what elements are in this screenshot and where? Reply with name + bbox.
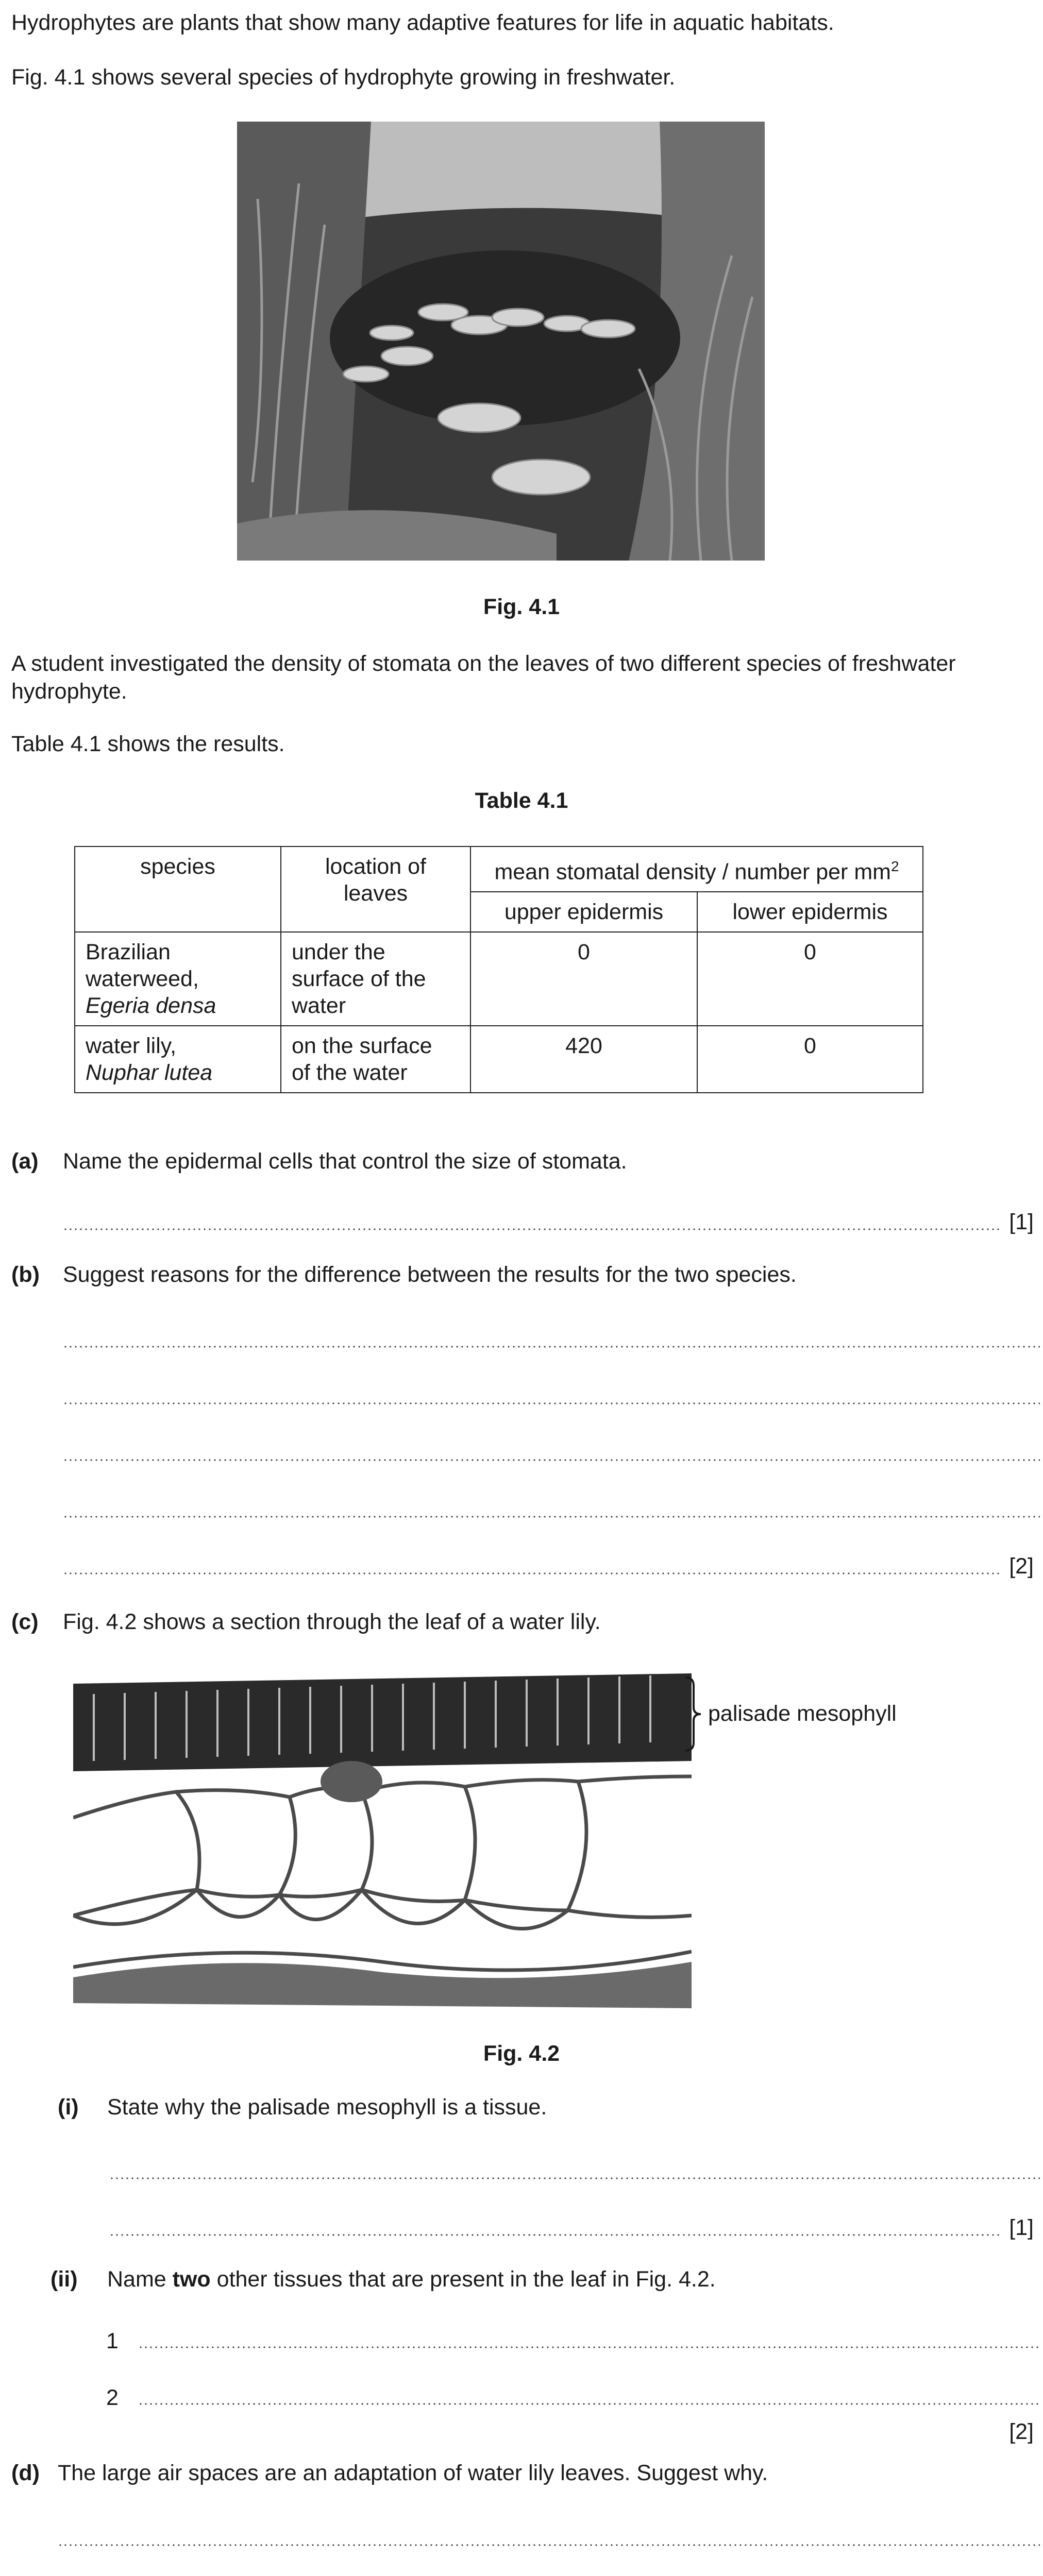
intro-text-3a: A student investigated the density of stomata on the leaves of two different species of freshwater [11, 651, 956, 676]
question-c-text: Fig. 4.2 shows a section through the leaf of a water lily. [63, 1609, 601, 1634]
table-cell-lower: 0 [697, 932, 923, 1026]
figure-4-1-caption: Fig. 4.1 [483, 595, 560, 619]
pond-photograph-drawing [237, 122, 765, 561]
species-text: waterweed, [86, 967, 199, 992]
table-cell-location [281, 932, 470, 1026]
table-cell-species [75, 1026, 281, 1093]
table-header-density-text: mean stomatal density / number per mm [494, 859, 891, 885]
question-b-text: Suggest reasons for the difference between the results for the two species. [63, 1262, 797, 1287]
species-text: Brazilian [86, 940, 171, 965]
table-header-species: species [75, 846, 281, 932]
table-header-lower: lower epidermis [697, 892, 923, 932]
location-text: under the [292, 940, 385, 965]
question-b-label: (b) [11, 1262, 40, 1287]
answer-line-b[interactable] [63, 1346, 1040, 1348]
pond-photograph [237, 122, 765, 561]
answer-number-2: 2 [106, 2385, 119, 2410]
leaf-section-micrograph [73, 1673, 692, 2008]
question-c-ii-text-bold: two [172, 2267, 211, 2292]
mark-b: [2] [1009, 1554, 1034, 1579]
table-4-1-caption: Table 4.1 [475, 788, 568, 813]
table-header-location [281, 846, 470, 932]
question-c-ii-text-post: other tissues that are present in the leaf in Fig. 4.2. [210, 2267, 716, 2292]
question-c-ii-label: (ii) [51, 2267, 78, 2292]
mark-c-i: [1] [1009, 2215, 1034, 2240]
palisade-mesophyll-label: palisade mesophyll [708, 1701, 897, 1726]
answer-number-1: 1 [106, 2329, 119, 2353]
question-d-label: (d) [11, 2461, 40, 2485]
table-header-location-line2: leaves [343, 881, 408, 906]
table-header-density-superscript: 2 [890, 858, 899, 874]
answer-line-b[interactable] [63, 1402, 1040, 1404]
table-row [75, 1026, 923, 1093]
answer-line-c-i[interactable] [109, 2234, 1001, 2236]
table-cell-upper: 420 [470, 1026, 697, 1093]
question-c-label: (c) [11, 1609, 39, 1634]
location-text: surface of the [292, 967, 426, 992]
palisade-bracket [683, 1675, 704, 1753]
table-header-location-line1: location of [325, 854, 427, 879]
answer-line-a[interactable] [63, 1228, 1001, 1230]
location-text: of the water [292, 1060, 408, 1086]
mark-c-ii: [2] [1009, 2419, 1034, 2444]
intro-text-3b: hydrophyte. [11, 679, 127, 704]
answer-line-b[interactable] [63, 1459, 1040, 1461]
question-c-ii-text-pre: Name [107, 2267, 173, 2292]
question-c-i-text: State why the palisade mesophyll is a tissue. [107, 2095, 547, 2120]
question-a-text: Name the epidermal cells that control the size of stomata. [63, 1149, 627, 1174]
answer-line-c-ii-1[interactable] [138, 2346, 1040, 2348]
question-c-i-label: (i) [58, 2095, 79, 2120]
stomata-results-table [74, 846, 923, 1093]
intro-text-1: Hydrophytes are plants that show many adaptive features for life in aquatic habitats. [11, 10, 834, 35]
table-cell-location [281, 1026, 470, 1093]
figure-4-2-caption: Fig. 4.2 [483, 2041, 560, 2066]
species-latin-name: Egeria densa [86, 993, 216, 1019]
mark-a: [1] [1009, 1210, 1034, 1234]
species-latin-name: Nuphar lutea [86, 1060, 213, 1086]
location-text: on the surface [292, 1033, 432, 1059]
answer-line-c-i[interactable] [109, 2177, 1040, 2179]
intro-text-4: Table 4.1 shows the results. [11, 732, 285, 756]
intro-text-2: Fig. 4.1 shows several species of hydrophyte growing in freshwater. [11, 65, 676, 90]
table-cell-species [75, 932, 281, 1026]
answer-line-b[interactable] [63, 1572, 1001, 1574]
leaf-section-drawing [73, 1673, 692, 2008]
question-a-label: (a) [11, 1149, 39, 1174]
table-header-upper: upper epidermis [470, 892, 697, 932]
table-cell-upper: 0 [470, 932, 697, 1026]
answer-line-c-ii-2[interactable] [138, 2403, 1040, 2405]
answer-line-d[interactable] [58, 2544, 1040, 2546]
location-text: water [292, 993, 346, 1019]
question-d-text: The large air spaces are an adaptation of water lily leaves. Suggest why. [58, 2461, 768, 2485]
species-text: water lily, [86, 1033, 177, 1059]
answer-line-b[interactable] [63, 1516, 1040, 1518]
table-header-density [470, 846, 923, 892]
table-cell-lower: 0 [697, 1026, 923, 1093]
table-row [75, 932, 923, 1026]
question-c-ii-text [107, 2266, 716, 2293]
